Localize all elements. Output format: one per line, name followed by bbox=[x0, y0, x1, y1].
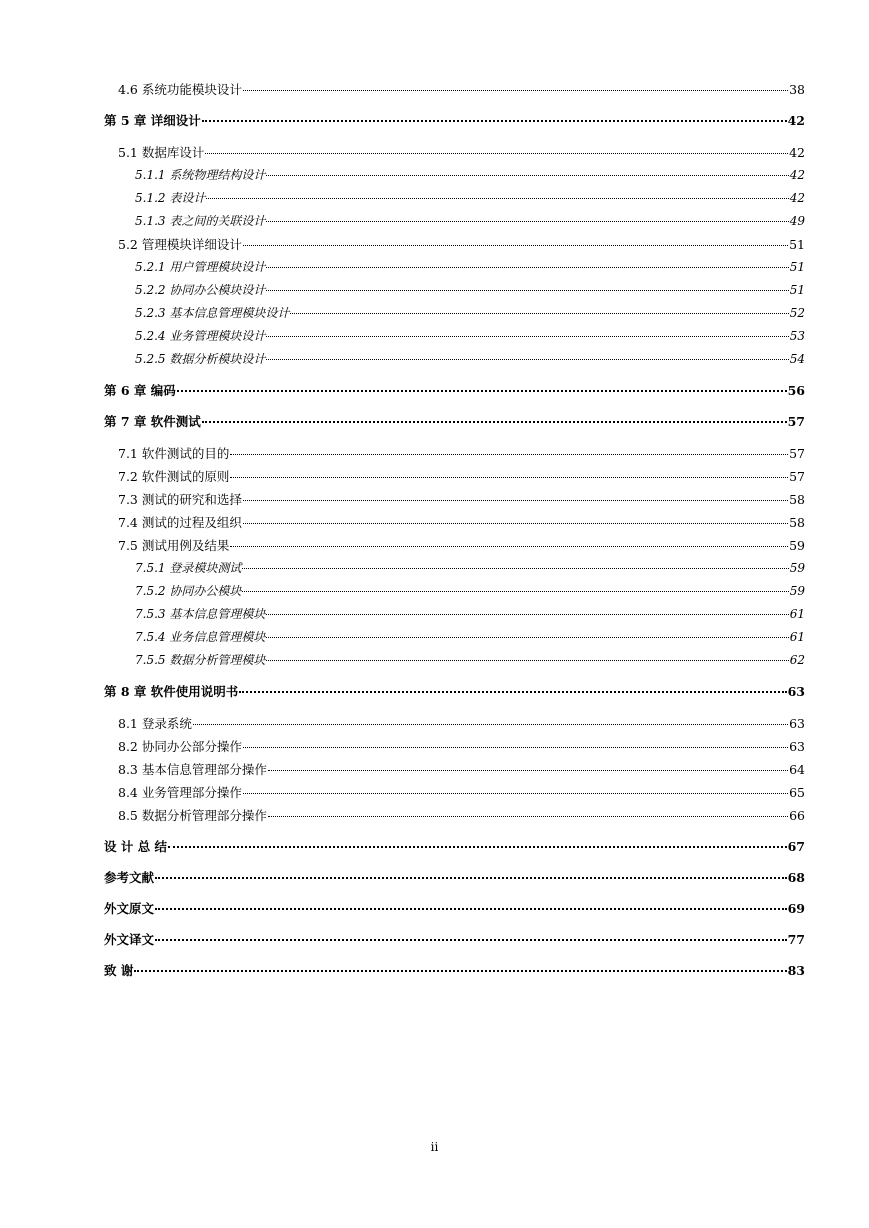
toc-entry[interactable] bbox=[104, 325, 805, 348]
toc-entry-page: 62 bbox=[789, 653, 805, 667]
toc-entry[interactable] bbox=[104, 411, 805, 433]
dot-leader bbox=[243, 522, 788, 524]
toc-entry-page: 42 bbox=[787, 113, 805, 128]
dot-leader bbox=[266, 289, 788, 291]
dot-leader bbox=[266, 220, 788, 222]
toc-entry-page: 51 bbox=[789, 283, 805, 297]
toc-entry-page: 63 bbox=[787, 684, 805, 699]
toc-entry[interactable] bbox=[104, 442, 805, 465]
dot-leader bbox=[290, 312, 788, 314]
toc-entry[interactable] bbox=[104, 649, 805, 672]
dot-leader bbox=[155, 907, 787, 910]
toc-entry-title: 4.6 系统功能模块设计 bbox=[118, 82, 242, 97]
toc-entry-title: 5.2.1 用户管理模块设计 bbox=[135, 260, 266, 274]
toc-entry[interactable] bbox=[104, 380, 805, 402]
toc-entry-title: 致 谢 bbox=[104, 963, 134, 978]
dot-leader bbox=[202, 420, 787, 423]
toc-entry[interactable] bbox=[104, 187, 805, 210]
toc-entry-title: 7.5 测试用例及结果 bbox=[118, 538, 230, 553]
toc-entry-title: 7.5.5 数据分析管理模块 bbox=[135, 653, 266, 667]
toc-entry-page: 38 bbox=[789, 82, 805, 97]
toc-entry-title: 第 7 章 软件测试 bbox=[104, 414, 201, 429]
dot-leader bbox=[266, 636, 788, 638]
toc-entry[interactable] bbox=[104, 210, 805, 233]
toc-entry-title: 7.5.3 基本信息管理模块 bbox=[135, 607, 266, 621]
toc-entry[interactable] bbox=[104, 781, 805, 804]
toc-entry[interactable] bbox=[104, 712, 805, 735]
dot-leader bbox=[177, 389, 787, 392]
toc-entry[interactable] bbox=[104, 164, 805, 187]
dot-leader bbox=[155, 938, 787, 941]
toc-entry[interactable] bbox=[104, 960, 805, 982]
toc-entry-title: 7.5.4 业务信息管理模块 bbox=[135, 630, 266, 644]
toc-entry-title: 8.5 数据分析管理部分操作 bbox=[118, 808, 267, 823]
toc-entry-page: 59 bbox=[789, 584, 805, 598]
toc-entry[interactable] bbox=[104, 758, 805, 781]
toc-entry[interactable] bbox=[104, 580, 805, 603]
toc-entry-title: 7.5.1 登录模块测试 bbox=[135, 561, 242, 575]
toc-entry[interactable] bbox=[104, 929, 805, 951]
toc-entry-page: 57 bbox=[789, 469, 805, 484]
dot-leader bbox=[134, 969, 786, 972]
toc-entry-title: 5.1.3 表之间的关联设计 bbox=[135, 214, 266, 228]
toc-entry-title: 7.1 软件测试的目的 bbox=[118, 446, 230, 461]
toc-entry[interactable] bbox=[104, 534, 805, 557]
dot-leader bbox=[268, 815, 788, 817]
dot-leader bbox=[168, 845, 787, 848]
dot-leader bbox=[268, 769, 788, 771]
toc-entry-title: 5.1.2 表设计 bbox=[135, 191, 206, 205]
dot-leader bbox=[202, 119, 787, 122]
toc-entry-title: 8.3 基本信息管理部分操作 bbox=[118, 762, 267, 777]
dot-leader bbox=[243, 792, 788, 794]
toc-entry[interactable] bbox=[104, 626, 805, 649]
toc-entry[interactable] bbox=[104, 256, 805, 279]
toc-entry[interactable] bbox=[104, 511, 805, 534]
toc-entry-page: 58 bbox=[789, 515, 805, 530]
toc-entry-page: 59 bbox=[789, 538, 805, 553]
toc-entry-page: 54 bbox=[789, 352, 805, 366]
toc-entry[interactable] bbox=[104, 836, 805, 858]
toc-entry-page: 52 bbox=[789, 306, 805, 320]
toc-entry-page: 57 bbox=[789, 446, 805, 461]
toc-entry-page: 56 bbox=[787, 383, 805, 398]
toc-entry-page: 63 bbox=[789, 739, 805, 754]
dot-leader bbox=[266, 358, 788, 360]
toc-entry-page: 64 bbox=[789, 762, 805, 777]
dot-leader bbox=[266, 613, 788, 615]
toc-entry-page: 42 bbox=[789, 191, 805, 205]
toc-entry[interactable] bbox=[104, 898, 805, 920]
toc-entry[interactable] bbox=[104, 233, 805, 256]
toc-entry[interactable] bbox=[104, 488, 805, 511]
toc-entry-title: 8.4 业务管理部分操作 bbox=[118, 785, 242, 800]
toc-entry-title: 参考文献 bbox=[104, 870, 155, 885]
dot-leader bbox=[239, 690, 786, 693]
toc-entry-page: 58 bbox=[789, 492, 805, 507]
toc-entry-title: 5.2.5 数据分析模块设计 bbox=[135, 352, 266, 366]
toc-entry[interactable] bbox=[104, 279, 805, 302]
toc-entry-title: 外文译文 bbox=[104, 932, 155, 947]
dot-leader bbox=[266, 174, 788, 176]
toc-entry[interactable] bbox=[104, 735, 805, 758]
toc-entry-page: 59 bbox=[789, 561, 805, 575]
toc-entry[interactable] bbox=[104, 141, 805, 164]
dot-leader bbox=[206, 197, 788, 199]
toc-entry-page: 42 bbox=[789, 145, 805, 160]
toc-entry[interactable] bbox=[104, 603, 805, 626]
dot-leader bbox=[243, 89, 788, 91]
toc-entry-title: 5.1.1 系统物理结构设计 bbox=[135, 168, 266, 182]
toc-entry-page: 66 bbox=[789, 808, 805, 823]
dot-leader bbox=[243, 746, 788, 748]
toc-entry[interactable] bbox=[104, 302, 805, 325]
toc-entry[interactable] bbox=[104, 78, 805, 101]
toc-entry[interactable] bbox=[104, 110, 805, 132]
toc-entry[interactable] bbox=[104, 681, 805, 703]
toc-entry-page: 51 bbox=[789, 260, 805, 274]
dot-leader bbox=[230, 476, 788, 478]
toc-entry-title: 5.1 数据库设计 bbox=[118, 145, 205, 160]
toc-entry-title: 8.2 协同办公部分操作 bbox=[118, 739, 242, 754]
toc-entry-title: 设 计 总 结 bbox=[104, 839, 168, 854]
toc-entry[interactable] bbox=[104, 465, 805, 488]
page-number: ii bbox=[430, 1140, 439, 1154]
toc-entry-page: 49 bbox=[789, 214, 805, 228]
toc-entry-page: 63 bbox=[789, 716, 805, 731]
toc-entry-title: 7.4 测试的过程及组织 bbox=[118, 515, 242, 530]
table-of-contents bbox=[104, 78, 805, 991]
toc-entry-page: 68 bbox=[787, 870, 805, 885]
toc-entry-title: 5.2.3 基本信息管理模块设计 bbox=[135, 306, 290, 320]
toc-entry[interactable] bbox=[104, 867, 805, 889]
toc-entry-page: 67 bbox=[787, 839, 805, 854]
dot-leader bbox=[242, 590, 788, 592]
dot-leader bbox=[155, 876, 787, 879]
toc-entry[interactable] bbox=[104, 804, 805, 827]
toc-entry-page: 65 bbox=[789, 785, 805, 800]
toc-entry-title: 8.1 登录系统 bbox=[118, 716, 192, 731]
toc-entry-page: 69 bbox=[787, 901, 805, 916]
dot-leader bbox=[266, 659, 788, 661]
toc-entry-title: 第 5 章 详细设计 bbox=[104, 113, 201, 128]
dot-leader bbox=[230, 453, 788, 455]
toc-entry-title: 7.2 软件测试的原则 bbox=[118, 469, 230, 484]
toc-entry-title: 5.2 管理模块详细设计 bbox=[118, 237, 242, 252]
toc-entry-page: 61 bbox=[789, 607, 805, 621]
dot-leader bbox=[266, 266, 788, 268]
dot-leader bbox=[230, 545, 788, 547]
toc-entry-title: 5.2.2 协同办公模块设计 bbox=[135, 283, 266, 297]
toc-entry-page: 53 bbox=[789, 329, 805, 343]
dot-leader bbox=[193, 723, 788, 725]
toc-entry-title: 第 8 章 软件使用说明书 bbox=[104, 684, 239, 699]
dot-leader bbox=[243, 244, 788, 246]
toc-entry-title: 第 6 章 编码 bbox=[104, 383, 176, 398]
dot-leader bbox=[243, 499, 788, 501]
toc-entry-title: 7.5.2 协同办公模块 bbox=[135, 584, 242, 598]
toc-entry-page: 83 bbox=[787, 963, 805, 978]
dot-leader bbox=[205, 152, 788, 154]
toc-entry-page: 77 bbox=[787, 932, 805, 947]
toc-entry-title: 7.3 测试的研究和选择 bbox=[118, 492, 242, 507]
toc-entry[interactable] bbox=[104, 348, 805, 371]
dot-leader bbox=[242, 567, 788, 569]
toc-entry-title: 5.2.4 业务管理模块设计 bbox=[135, 329, 266, 343]
toc-entry-page: 51 bbox=[789, 237, 805, 252]
toc-entry-page: 57 bbox=[787, 414, 805, 429]
toc-entry[interactable] bbox=[104, 557, 805, 580]
toc-entry-title: 外文原文 bbox=[104, 901, 155, 916]
toc-entry-page: 61 bbox=[789, 630, 805, 644]
toc-entry-page: 42 bbox=[789, 168, 805, 182]
dot-leader bbox=[266, 335, 788, 337]
